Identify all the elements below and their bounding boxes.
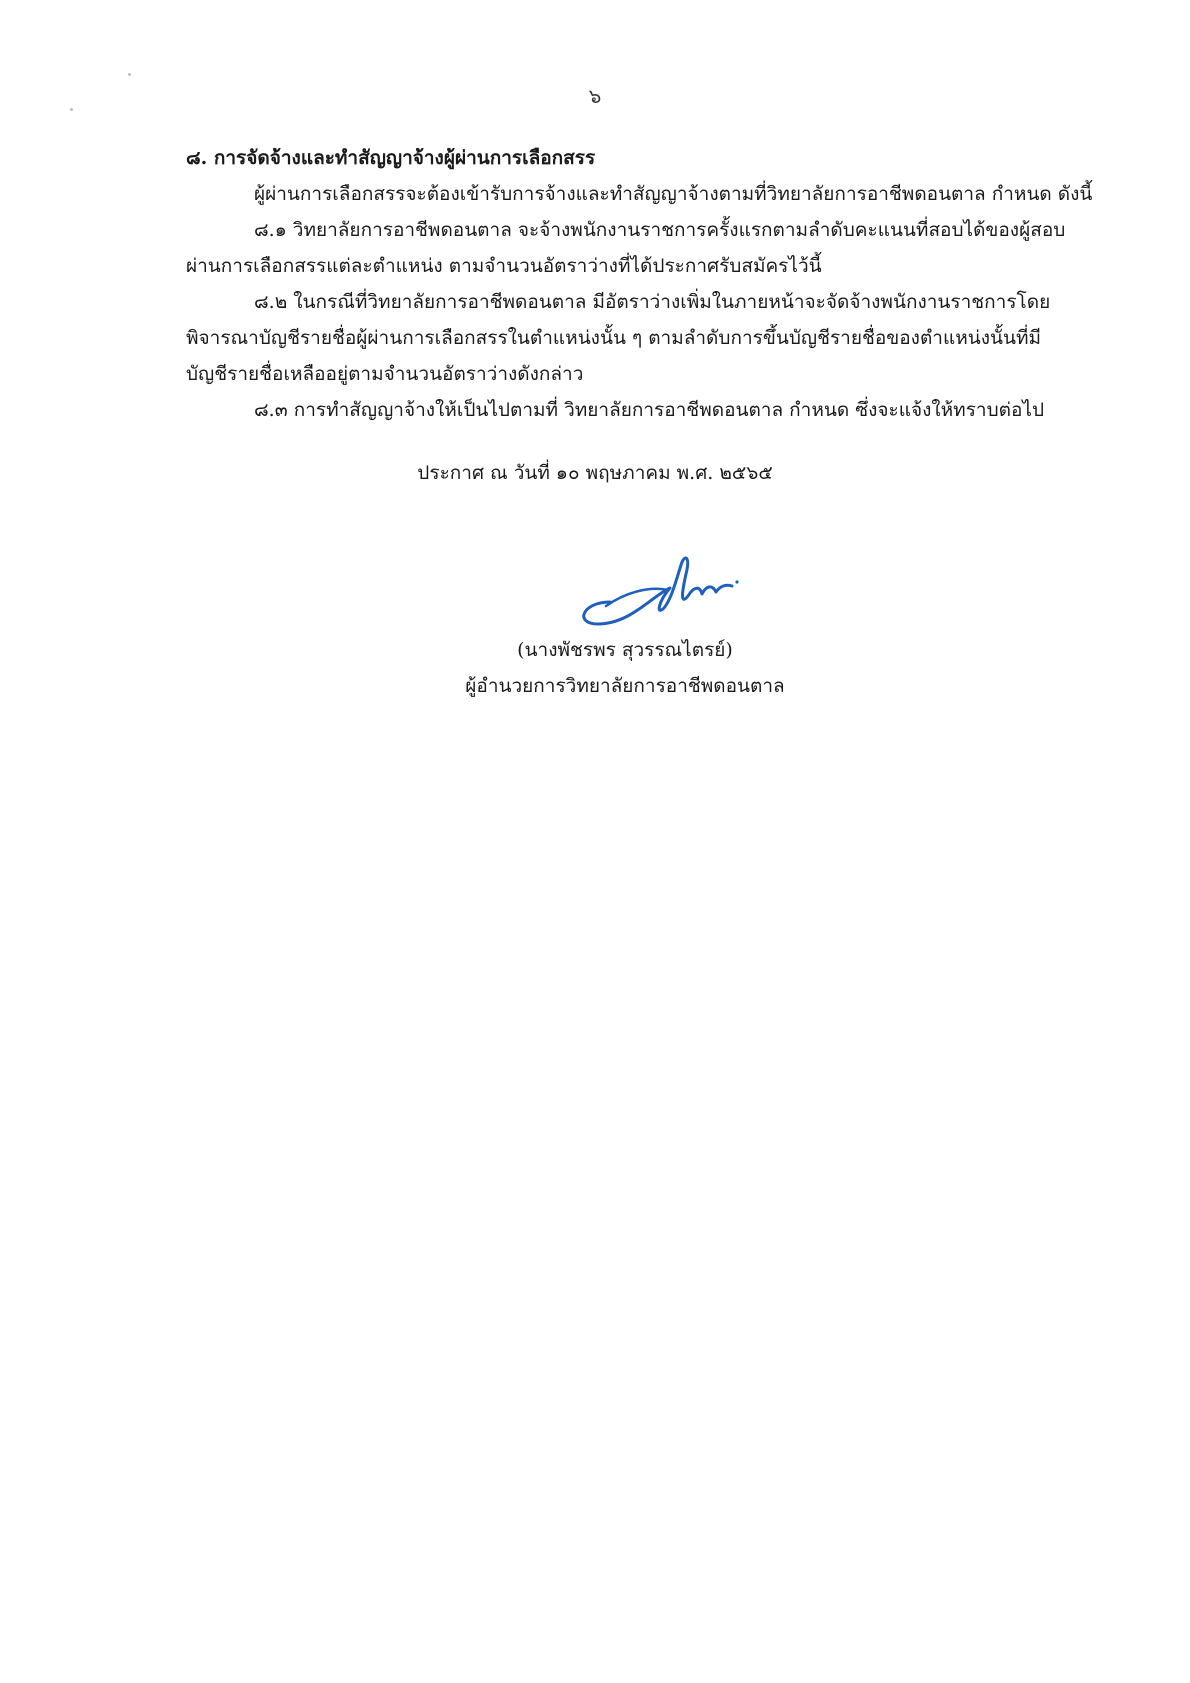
signer-block [0,632,1190,704]
scan-speck [70,108,73,111]
signer-name: (นางพัชรพร สุวรรณไตรย์) [517,639,733,661]
announcement-date: ประกาศ ณ วันที่ ๑๐ พฤษภาคม พ.ศ. ๒๕๖๕ [417,462,773,484]
clause-8-2-paragraph: ๘.๒ ในกรณีที่วิทยาลัยการอาชีพดอนตาล มีอัตราว่างเพิ่มในภายหน้าจะจัดจ้างพนักงานราชการโดยพิจารณาบัญชีรายชื่อผู้ผ่านการเลือกสรรในตำแหน่งนั้น ๆ ตามลำดับการขึ้นบัญชีรายชื่อของตำแหน่งนั้นที่มีบัญชีรายชื่อเหลืออยู่ตามจำนวนอัตราว่างดังกล่าว [186,291,1051,385]
clause-8-3-paragraph: ๘.๓ การทำสัญญาจ้างให้เป็นไปตามที่ วิทยาลัยการอาชีพดอนตาล กำหนด ซึ่งจะแจ้งให้ทราบต่อไป [254,399,1045,421]
handwritten-signature [570,540,740,630]
page-number: ๖ [588,84,602,108]
scan-speck [128,73,131,76]
signer-title: ผู้อำนวยการวิทยาลัยการอาชีพดอนตาล [465,675,785,697]
section-8 [186,140,1093,428]
clause-8-1-paragraph: ๘.๑ วิทยาลัยการอาชีพดอนตาล จะจ้างพนักงานราชการครั้งแรกตามลำดับคะแนนที่สอบได้ของผู้สอบผ่านการเลือกสรรแต่ละตำแหน่ง ตามจำนวนอัตราว่างที่ได้ประกาศรับสมัครไว้นี้ [186,219,1066,277]
section-intro-paragraph: ผู้ผ่านการเลือกสรรจะต้องเข้ารับการจ้างและทำสัญญาจ้างตามที่วิทยาลัยการอาชีพดอนตาล กำหนด ดังนี้ [254,183,1093,205]
section-heading: ๘. การจัดจ้างและทำสัญญาจ้างผู้ผ่านการเลือกสรร [186,147,596,169]
